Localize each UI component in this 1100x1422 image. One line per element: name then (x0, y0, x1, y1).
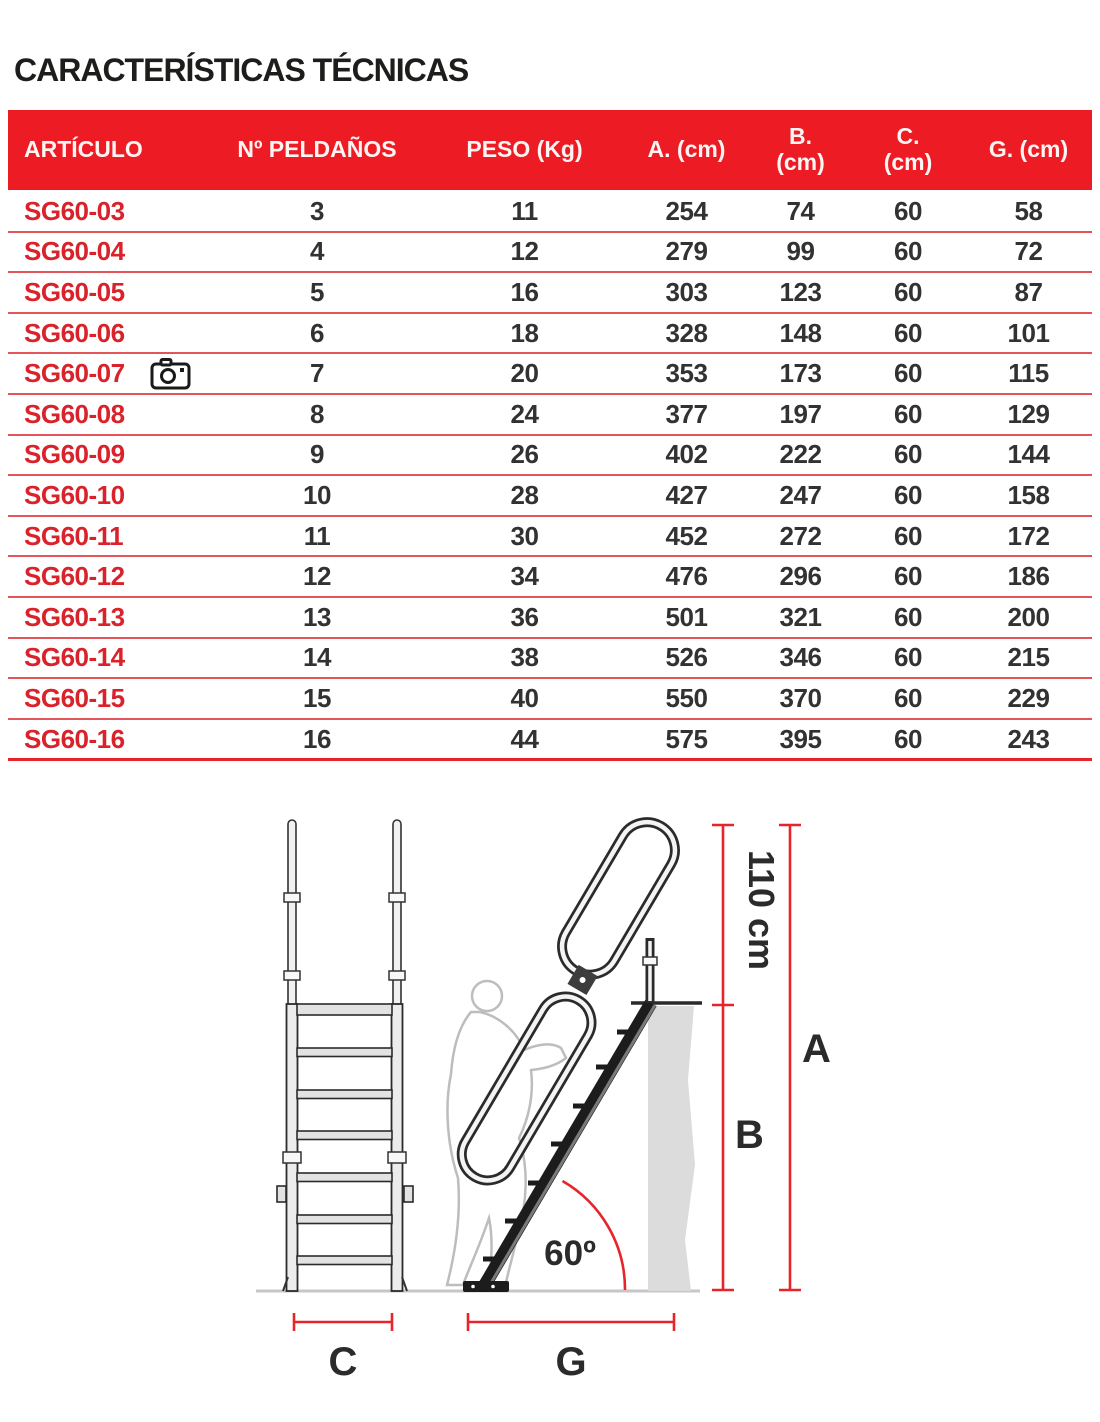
article-code: SG60-03 (24, 195, 125, 226)
wall-hook (404, 1186, 413, 1202)
peldanos-value: 10 (303, 479, 331, 510)
rung (297, 1131, 392, 1140)
front-left-stringer (287, 1004, 298, 1291)
rung (297, 1048, 392, 1057)
a-value: 476 (665, 561, 708, 592)
upper-handrail-loop (552, 812, 686, 985)
b-value: 296 (779, 561, 822, 592)
dimension-a-label: A (802, 1027, 831, 1071)
c-value: 60 (894, 642, 922, 673)
peso-value: 40 (510, 682, 539, 713)
c-value: 60 (894, 479, 922, 510)
article-code: SG60-04 (24, 236, 125, 267)
g-value: 87 (1014, 276, 1043, 307)
peso-value: 36 (510, 601, 539, 632)
peldanos-value: 11 (303, 520, 331, 551)
peldanos-value: 15 (303, 682, 331, 713)
peso-value: 28 (510, 479, 539, 510)
a-value: 254 (665, 195, 708, 226)
peso-value: 24 (510, 398, 539, 429)
c-value: 60 (894, 276, 922, 307)
article-code: SG60-13 (24, 601, 125, 632)
dimension-c-label: C (328, 1340, 358, 1384)
rung (297, 1090, 392, 1099)
article-code: SG60-16 (24, 723, 125, 754)
a-value: 501 (665, 601, 708, 632)
dimension-g (468, 1313, 674, 1331)
article-code: SG60-06 (24, 317, 125, 348)
col-header-c: C. (cm) (883, 123, 933, 175)
a-value: 526 (665, 642, 708, 673)
a-value: 279 (665, 236, 708, 267)
wall-hook (277, 1186, 286, 1202)
peldanos-value: 12 (303, 561, 331, 592)
base-plate (463, 1281, 509, 1292)
g-value: 158 (1007, 479, 1050, 510)
b-value: 173 (779, 358, 822, 389)
article-code: SG60-08 (24, 398, 125, 429)
b-value: 272 (779, 520, 822, 551)
angle-label: 60º (544, 1234, 596, 1273)
peldanos-value: 8 (310, 398, 324, 429)
rung (297, 1004, 392, 1015)
peso-value: 44 (510, 723, 539, 754)
front-right-handrail-post (393, 820, 401, 1010)
peso-value: 30 (510, 520, 539, 551)
peso-value: 18 (510, 317, 539, 348)
col-header-peso: PESO (Kg) (466, 136, 583, 163)
b-value: 99 (786, 236, 815, 267)
col-header-peldanos: Nº PELDAÑOS (237, 136, 397, 163)
rung (297, 1256, 392, 1265)
g-value: 200 (1007, 601, 1050, 632)
g-value: 101 (1007, 317, 1050, 348)
g-value: 186 (1007, 561, 1050, 592)
peldanos-value: 5 (310, 276, 324, 307)
a-value: 377 (665, 398, 708, 429)
col-header-articulo: ARTÍCULO (24, 136, 143, 163)
b-value: 123 (779, 276, 822, 307)
front-left-handrail-post (288, 820, 296, 1010)
peldanos-value: 4 (310, 236, 324, 267)
article-code: SG60-05 (24, 276, 125, 307)
b-value: 74 (786, 195, 815, 226)
c-value: 60 (894, 520, 922, 551)
b-value: 148 (779, 317, 822, 348)
dimension-110-b (712, 825, 734, 1290)
c-value: 60 (894, 358, 922, 389)
article-code: SG60-12 (24, 561, 125, 592)
front-view-ladder (277, 820, 413, 1291)
peso-value: 12 (510, 236, 539, 267)
article-code: SG60-09 (24, 439, 125, 470)
dimension-g-label: G (555, 1340, 587, 1384)
g-value: 129 (1007, 398, 1050, 429)
peso-value: 20 (510, 358, 539, 389)
a-value: 402 (665, 439, 708, 470)
peldanos-value: 16 (303, 723, 331, 754)
b-value: 247 (779, 479, 822, 510)
front-right-stringer (392, 1004, 403, 1291)
dimension-c (294, 1313, 392, 1331)
peldanos-value: 13 (303, 601, 331, 632)
c-value: 60 (894, 439, 922, 470)
peso-value: 34 (510, 561, 539, 592)
c-value: 60 (894, 561, 922, 592)
g-value: 215 (1007, 642, 1050, 673)
peldanos-value: 6 (310, 317, 324, 348)
b-value: 370 (779, 682, 822, 713)
article-code: SG60-10 (24, 479, 125, 510)
a-value: 575 (665, 723, 708, 754)
g-value: 115 (1008, 358, 1049, 389)
peldanos-value: 14 (303, 642, 331, 673)
g-value: 172 (1007, 520, 1050, 551)
rung (297, 1215, 392, 1224)
c-value: 60 (894, 682, 922, 713)
peso-value: 16 (510, 276, 539, 307)
g-value: 58 (1014, 195, 1043, 226)
c-value: 60 (894, 236, 922, 267)
article-code: SG60-07 (24, 358, 125, 389)
c-value: 60 (894, 317, 922, 348)
a-value: 303 (665, 276, 708, 307)
peldanos-value: 7 (310, 358, 324, 389)
b-value: 346 (779, 642, 822, 673)
a-value: 427 (665, 479, 708, 510)
col-header-b: B. (cm) (776, 123, 825, 175)
article-code: SG60-14 (24, 642, 125, 673)
a-value: 452 (665, 520, 708, 551)
b-value: 395 (779, 723, 822, 754)
peldanos-value: 3 (310, 195, 324, 226)
g-value: 243 (1007, 723, 1050, 754)
g-value: 72 (1014, 236, 1043, 267)
a-value: 353 (665, 358, 708, 389)
a-value: 328 (665, 317, 708, 348)
c-value: 60 (894, 601, 922, 632)
c-value: 60 (894, 723, 922, 754)
wall (631, 1003, 702, 1291)
c-value: 60 (894, 398, 922, 429)
peso-value: 11 (511, 195, 538, 226)
a-value: 550 (665, 682, 708, 713)
b-value: 222 (779, 439, 822, 470)
col-header-g: G. (cm) (988, 136, 1069, 163)
peso-value: 38 (510, 642, 539, 673)
peso-value: 26 (510, 439, 539, 470)
col-header-a: A. (cm) (647, 136, 726, 163)
peldanos-value: 9 (310, 439, 324, 470)
b-value: 321 (779, 601, 822, 632)
article-code: SG60-15 (24, 682, 125, 713)
b-value: 197 (779, 398, 822, 429)
g-value: 144 (1007, 439, 1050, 470)
page-title: CARACTERÍSTICAS TÉCNICAS (14, 52, 469, 88)
dimension-110-label: 110 cm (741, 849, 782, 971)
g-value: 229 (1007, 682, 1050, 713)
article-code: SG60-11 (24, 520, 124, 551)
rung (297, 1173, 392, 1182)
dimension-b-label: B (735, 1113, 764, 1157)
c-value: 60 (894, 195, 922, 226)
